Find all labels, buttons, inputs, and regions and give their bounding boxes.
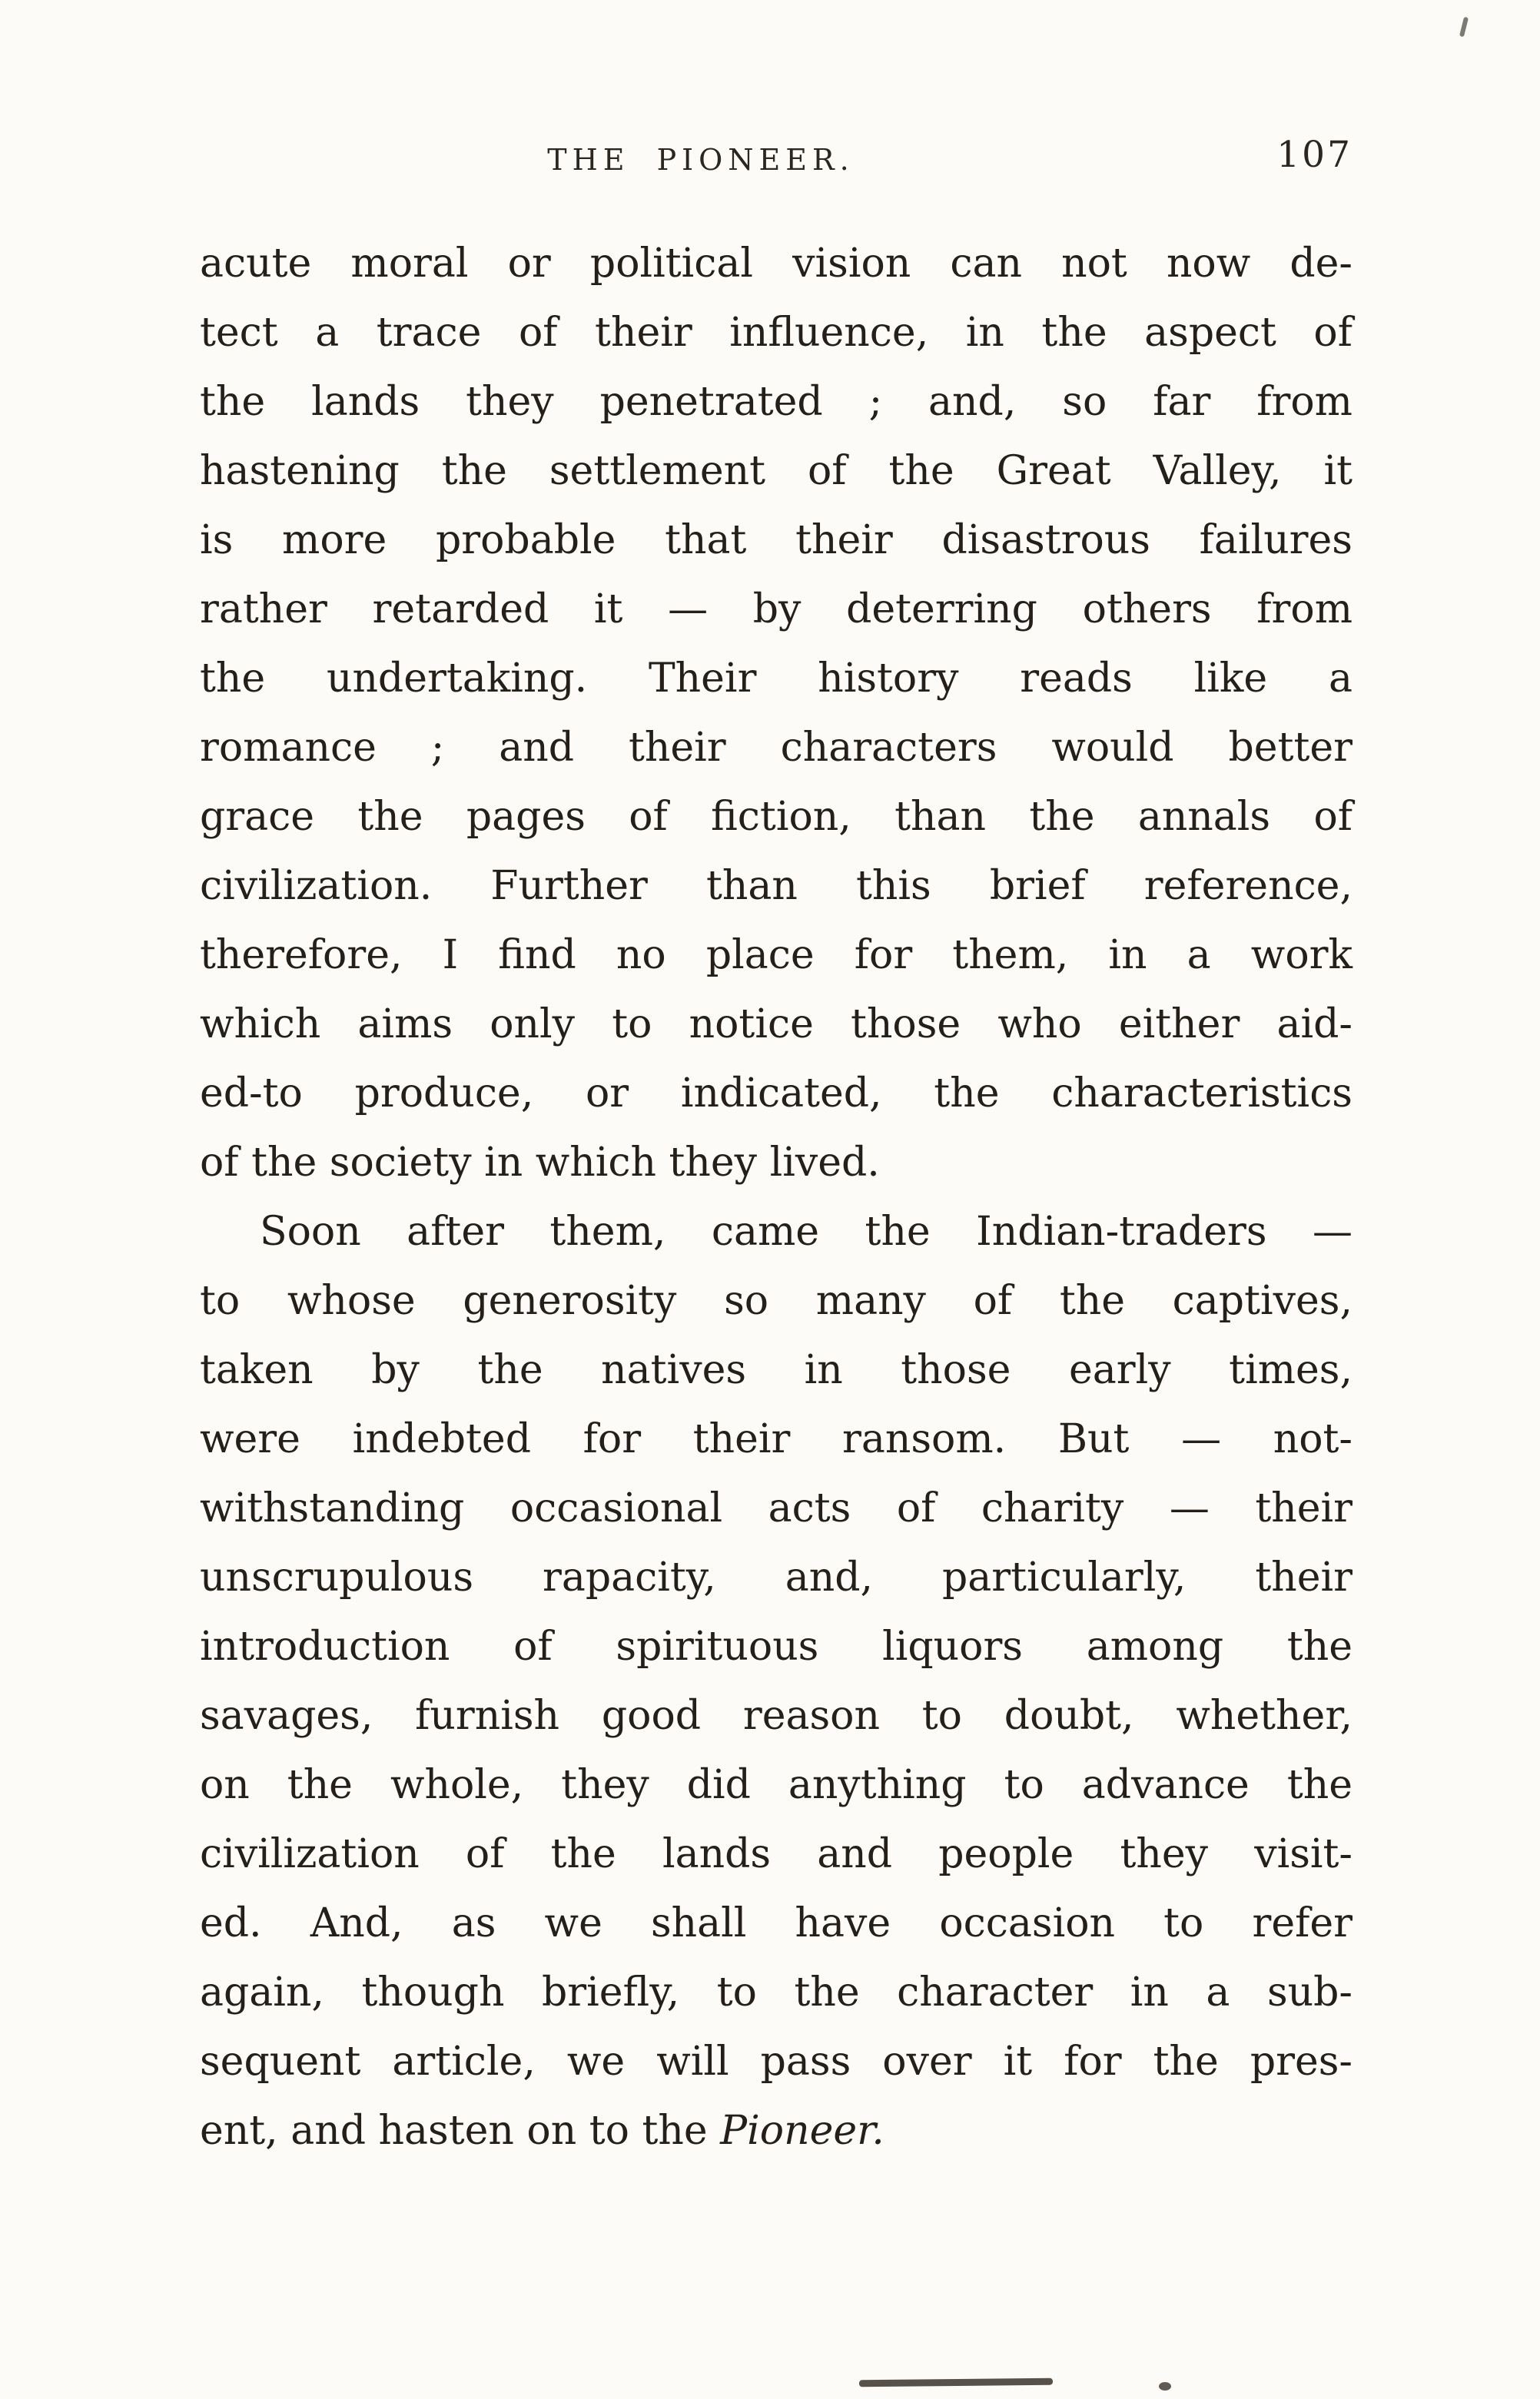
text-line: civilization. Further than this brief reference, (200, 863, 1352, 909)
paragraph-1 (200, 229, 1352, 1197)
text-line: the undertaking. Their history reads like a (200, 655, 1352, 702)
text-line: civilization of the lands and people they visit- (200, 1831, 1352, 1877)
text-line (200, 2096, 1352, 2165)
page-content (200, 134, 1352, 2165)
text-line: withstanding occasional acts of charity — their (200, 1485, 1352, 1531)
text-line: of the society in which they lived. (200, 1140, 880, 1186)
text-block (200, 229, 1352, 2165)
text-run: ent, and hasten on to the (200, 2108, 721, 2154)
text-line: ed. And, as we shall have occasion to refer (200, 1900, 1352, 1946)
text-line: therefore, I find no place for them, in a work (200, 932, 1352, 978)
paragraph-2 (200, 1197, 1352, 2165)
text-line: ed-to produce, or indicated, the characteristics (200, 1070, 1352, 1117)
text-line: on the whole, they did anything to advance the (200, 1762, 1352, 1808)
text-line: sequent article, we will pass over it for the pres- (200, 2039, 1352, 2085)
text-line: the lands they penetrated ; and, so far from (200, 379, 1352, 425)
page-header (200, 134, 1352, 186)
running-title: THE PIONEER. (547, 143, 855, 177)
text-line: acute moral or political vision can not now de- (200, 241, 1352, 287)
text-line: which aims only to notice those who either aid- (200, 1001, 1352, 1047)
text-line: Soon after them, came the Indian-traders — (260, 1209, 1352, 1255)
text-line: hastening the settlement of the Great Valley, it (200, 448, 1352, 494)
scan-artifact (859, 2378, 1053, 2387)
scan-artifact (1459, 17, 1469, 38)
text-line: romance ; and their characters would better (200, 725, 1352, 771)
text-line: savages, furnish good reason to doubt, whether, (200, 1693, 1352, 1739)
text-line: is more probable that their disastrous failures (200, 517, 1352, 563)
text-line: tect a trace of their influence, in the aspect of (200, 310, 1352, 356)
text-line: grace the pages of fiction, than the annals of (200, 794, 1352, 840)
text-line: unscrupulous rapacity, and, particularly, their (200, 1555, 1352, 1601)
text-line: to whose generosity so many of the captives, (200, 1278, 1352, 1324)
text-line: again, though briefly, to the character in a sub- (200, 1969, 1352, 2016)
italic-text: Pioneer. (720, 2108, 885, 2154)
text-line: taken by the natives in those early times, (200, 1347, 1352, 1393)
scan-artifact (1159, 2382, 1171, 2391)
page-number: 107 (1276, 134, 1352, 176)
text-line: introduction of spirituous liquors among the (200, 1624, 1352, 1670)
text-line: rather retarded it — by deterring others from (200, 586, 1352, 632)
text-line: were indebted for their ransom. But — not- (200, 1416, 1352, 1462)
